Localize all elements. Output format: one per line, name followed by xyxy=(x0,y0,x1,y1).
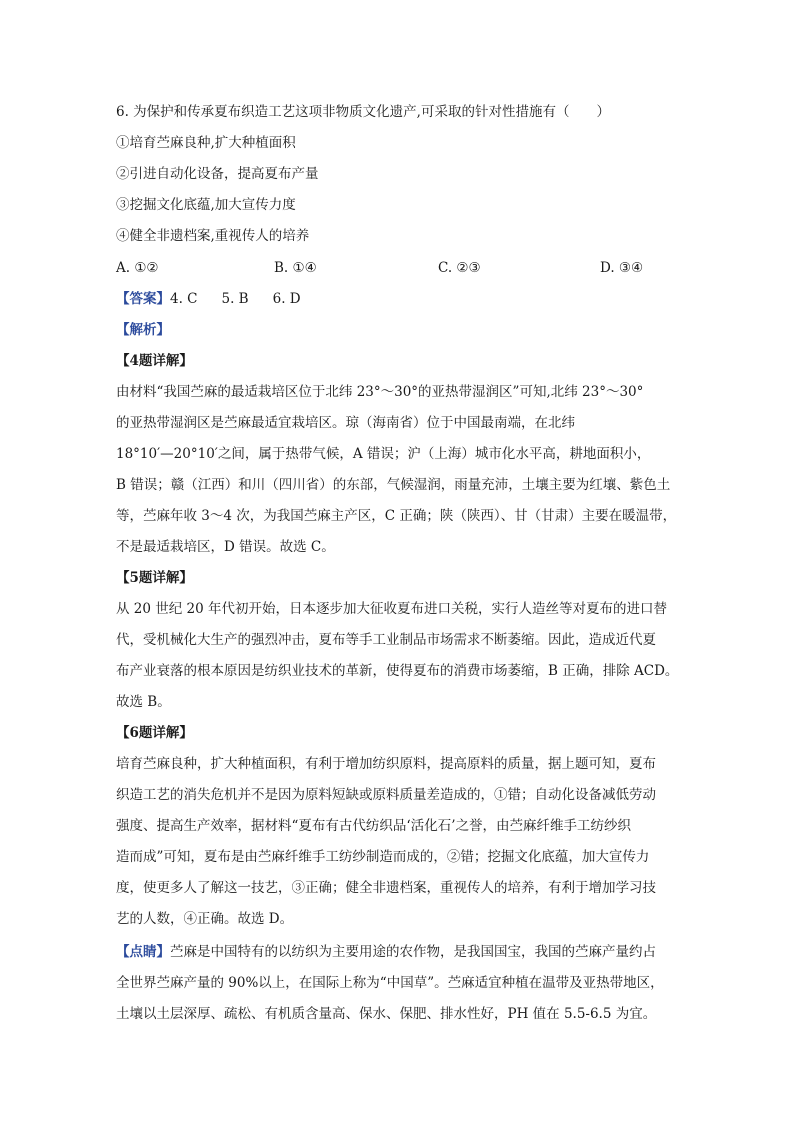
q5-line-3: 布产业衰落的根本原因是纺织业技术的革新，使得夏布的消费市场萎缩，B 正确，排除 ACD。 xyxy=(116,663,679,679)
tip-line-2: 全世界苎麻产量的 90%以上，在国际上称为“中国草”。苎麻适宜种植在温带及亚热带地区， xyxy=(116,975,664,991)
q6-line-2: 织造工艺的消失危机并不是因为原料短缺或原料质量差造成的，①错；自动化设备减低劳动 xyxy=(116,787,656,803)
q6-line-6: 艺的人数，④正确。故选 D。 xyxy=(116,911,294,927)
option-d: D. ③④ xyxy=(600,260,644,276)
q6-line-1: 培育苎麻良种，扩大种植面积，有利于增加纺织原料，提高原料的质量，据上题可知，夏布 xyxy=(116,756,656,772)
answer-4: 4. C xyxy=(170,291,198,307)
choice-item-3: ③挖掘文化底蕴,加大宣传力度 xyxy=(116,197,296,213)
q4-line-1: 由材料“我国苎麻的最适栽培区位于北纬 23°～30°的亚热带湿润区”可知,北纬 23°～30° xyxy=(116,384,644,400)
choice-item-4: ④健全非遗档案,重视传人的培养 xyxy=(116,228,310,244)
option-b: B. ①④ xyxy=(274,260,317,276)
answer-line xyxy=(116,289,678,309)
q6-line-4: 造而成”可知，夏布是由苎麻纤维手工纺纱制造而成的，②错；挖掘文化底蕴，加大宣传力 xyxy=(116,849,650,865)
tip-line-3: 土壤以土层深厚、疏松、有机质含量高、保水、保肥、排水性好，PH 值在 5.5-6.5 为宜。 xyxy=(116,1006,657,1022)
tip-label: 【点睛】 xyxy=(116,944,170,960)
q5-line-2: 代，受机械化大生产的强烈冲击，夏布等手工业制品市场需求不断萎缩。因此，造成近代夏 xyxy=(116,632,656,648)
answer-5: 5. B xyxy=(221,291,249,307)
choice-item-2: ②引进自动化设备，提高夏布产量 xyxy=(116,166,319,182)
q4-line-6: 不是最适栽培区，D 错误。故选 C。 xyxy=(116,539,335,555)
q6-label: 【6题详解】 xyxy=(116,725,193,741)
q4-label: 【4题详解】 xyxy=(116,353,193,369)
q4-line-3: 18°10′—20°10′之间，属于热带气候，A 错误；沪（上海）城市化水平高，耕地面积小， xyxy=(116,446,651,462)
answer-label: 【答案】 xyxy=(116,291,170,307)
q6-line-3: 强度、提高生产效率，据材料“夏布有古代纺织品‘活化石’之誉，由苎麻纤维手工纺纱织 xyxy=(116,818,631,834)
q5-line-1: 从 20 世纪 20 年代初开始，日本逐步加大征收夏布进口关税，实行人造丝等对夏布的进口替 xyxy=(116,601,668,617)
analysis-label: 【解析】 xyxy=(116,322,170,338)
tip-line-1 xyxy=(116,942,678,962)
question-stem: 6. 为保护和传承夏布织造工艺这项非物质文化遗产,可采取的针对性措施有（ ） xyxy=(116,104,610,120)
option-c: C. ②③ xyxy=(438,260,481,276)
q6-line-5: 度，使更多人了解这一技艺，③正确；健全非遗档案，重视传人的培养，有利于增加学习技 xyxy=(116,880,656,896)
choice-item-1: ①培育苎麻良种,扩大种植面积 xyxy=(116,135,296,151)
tip-first-text: 苎麻是中国特有的以纺织为主要用途的农作物，是我国国宝，我国的苎麻产量约占 xyxy=(170,944,656,960)
option-a: A. ①② xyxy=(116,260,159,276)
q5-line-4: 故选 B。 xyxy=(116,694,171,710)
answer-6: 6. D xyxy=(272,291,301,307)
q4-line-2: 的亚热带湿润区是苎麻最适宜栽培区。琼（海南省）位于中国最南端，在北纬 xyxy=(116,415,575,431)
q4-line-4: B 错误；赣（江西）和川（四川省）的东部，气候湿润，雨量充沛，土壤主要为红壤、紫色土 xyxy=(116,477,671,493)
q4-line-5: 等，苎麻年收 3～4 次，为我国苎麻主产区，C 正确；陕（陕西）、甘（甘肃）主要在暖温带， xyxy=(116,508,677,524)
q5-label: 【5题详解】 xyxy=(116,570,193,586)
answer-options xyxy=(116,258,678,278)
